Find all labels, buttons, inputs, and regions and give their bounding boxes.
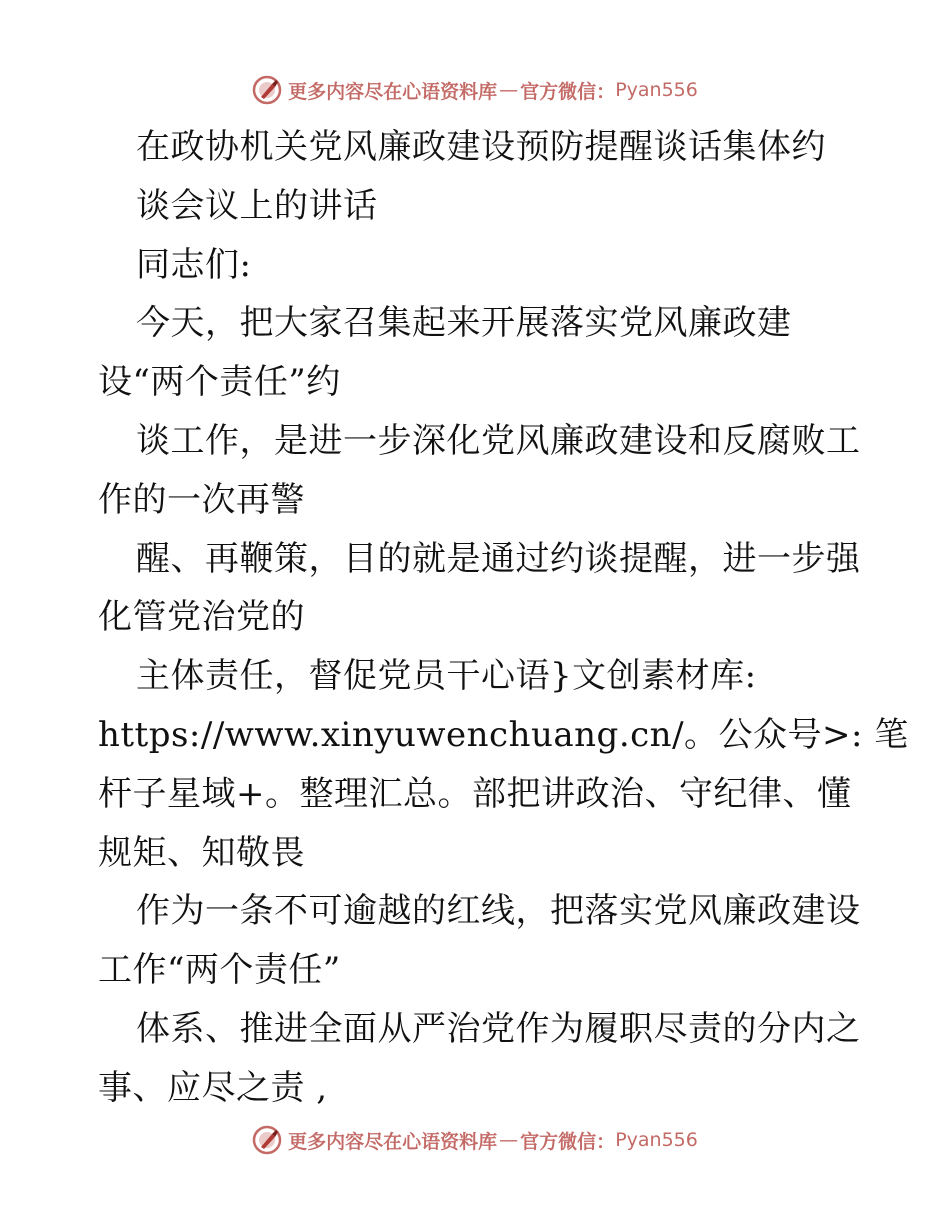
- text-line: 同志们:: [136, 244, 252, 285]
- text-line: 杆子星域+。整理汇总。部把讲政治、守纪律、懂: [98, 773, 852, 814]
- text-line: 化管党治党的: [98, 597, 305, 638]
- pen-nib-seal-icon: [252, 75, 282, 105]
- watermark-dash: —: [499, 1129, 519, 1151]
- text-line: https://www.xinyuwenchuang.cn/。公众号>: 笔: [98, 714, 909, 755]
- text-line: 谈会议上的讲话: [136, 185, 378, 226]
- text-line: 醒、再鞭策，目的就是通过约谈提醒，进一步强: [136, 538, 861, 579]
- text-line: 事、应尽之责 ,: [98, 1067, 328, 1108]
- text-line: 作的一次再警: [98, 479, 305, 520]
- text-line: 工作“两个责任”: [98, 950, 341, 991]
- pen-nib-seal-icon: [252, 1125, 282, 1155]
- header-watermark: [0, 72, 950, 108]
- text-line: 今天，把大家召集起来开展落实党风廉政建: [136, 303, 792, 344]
- text-line: 规矩、知敬畏: [98, 832, 305, 873]
- document-body: [98, 118, 909, 1118]
- watermark-dash: —: [499, 79, 519, 101]
- watermark-text: 更多内容尽在心语资料库: [288, 1130, 498, 1153]
- watermark-wechat-id: Pyan556: [615, 1129, 698, 1151]
- text-line: 体系、推进全面从严治党作为履职尽责的分内之: [136, 1008, 861, 1049]
- text-line: 谈工作，是进一步深化党风廉政建设和反腐败工: [136, 420, 861, 461]
- text-line: 在政协机关党风廉政建设预防提醒谈话集体约: [136, 127, 826, 167]
- text-line: 作为一条不可逾越的红线，把落实党风廉政建设: [136, 891, 861, 932]
- watermark-wechat-label: 官方微信：: [520, 1130, 616, 1153]
- text-line: 主体责任，督促党员干心语}文创素材库:: [136, 656, 757, 697]
- watermark-text: 更多内容尽在心语资料库: [288, 80, 498, 103]
- footer-watermark: [0, 1122, 950, 1158]
- text-line: 设“两个责任”约: [98, 362, 341, 403]
- watermark-wechat-id: Pyan556: [615, 79, 698, 101]
- watermark-wechat-label: 官方微信：: [520, 80, 616, 103]
